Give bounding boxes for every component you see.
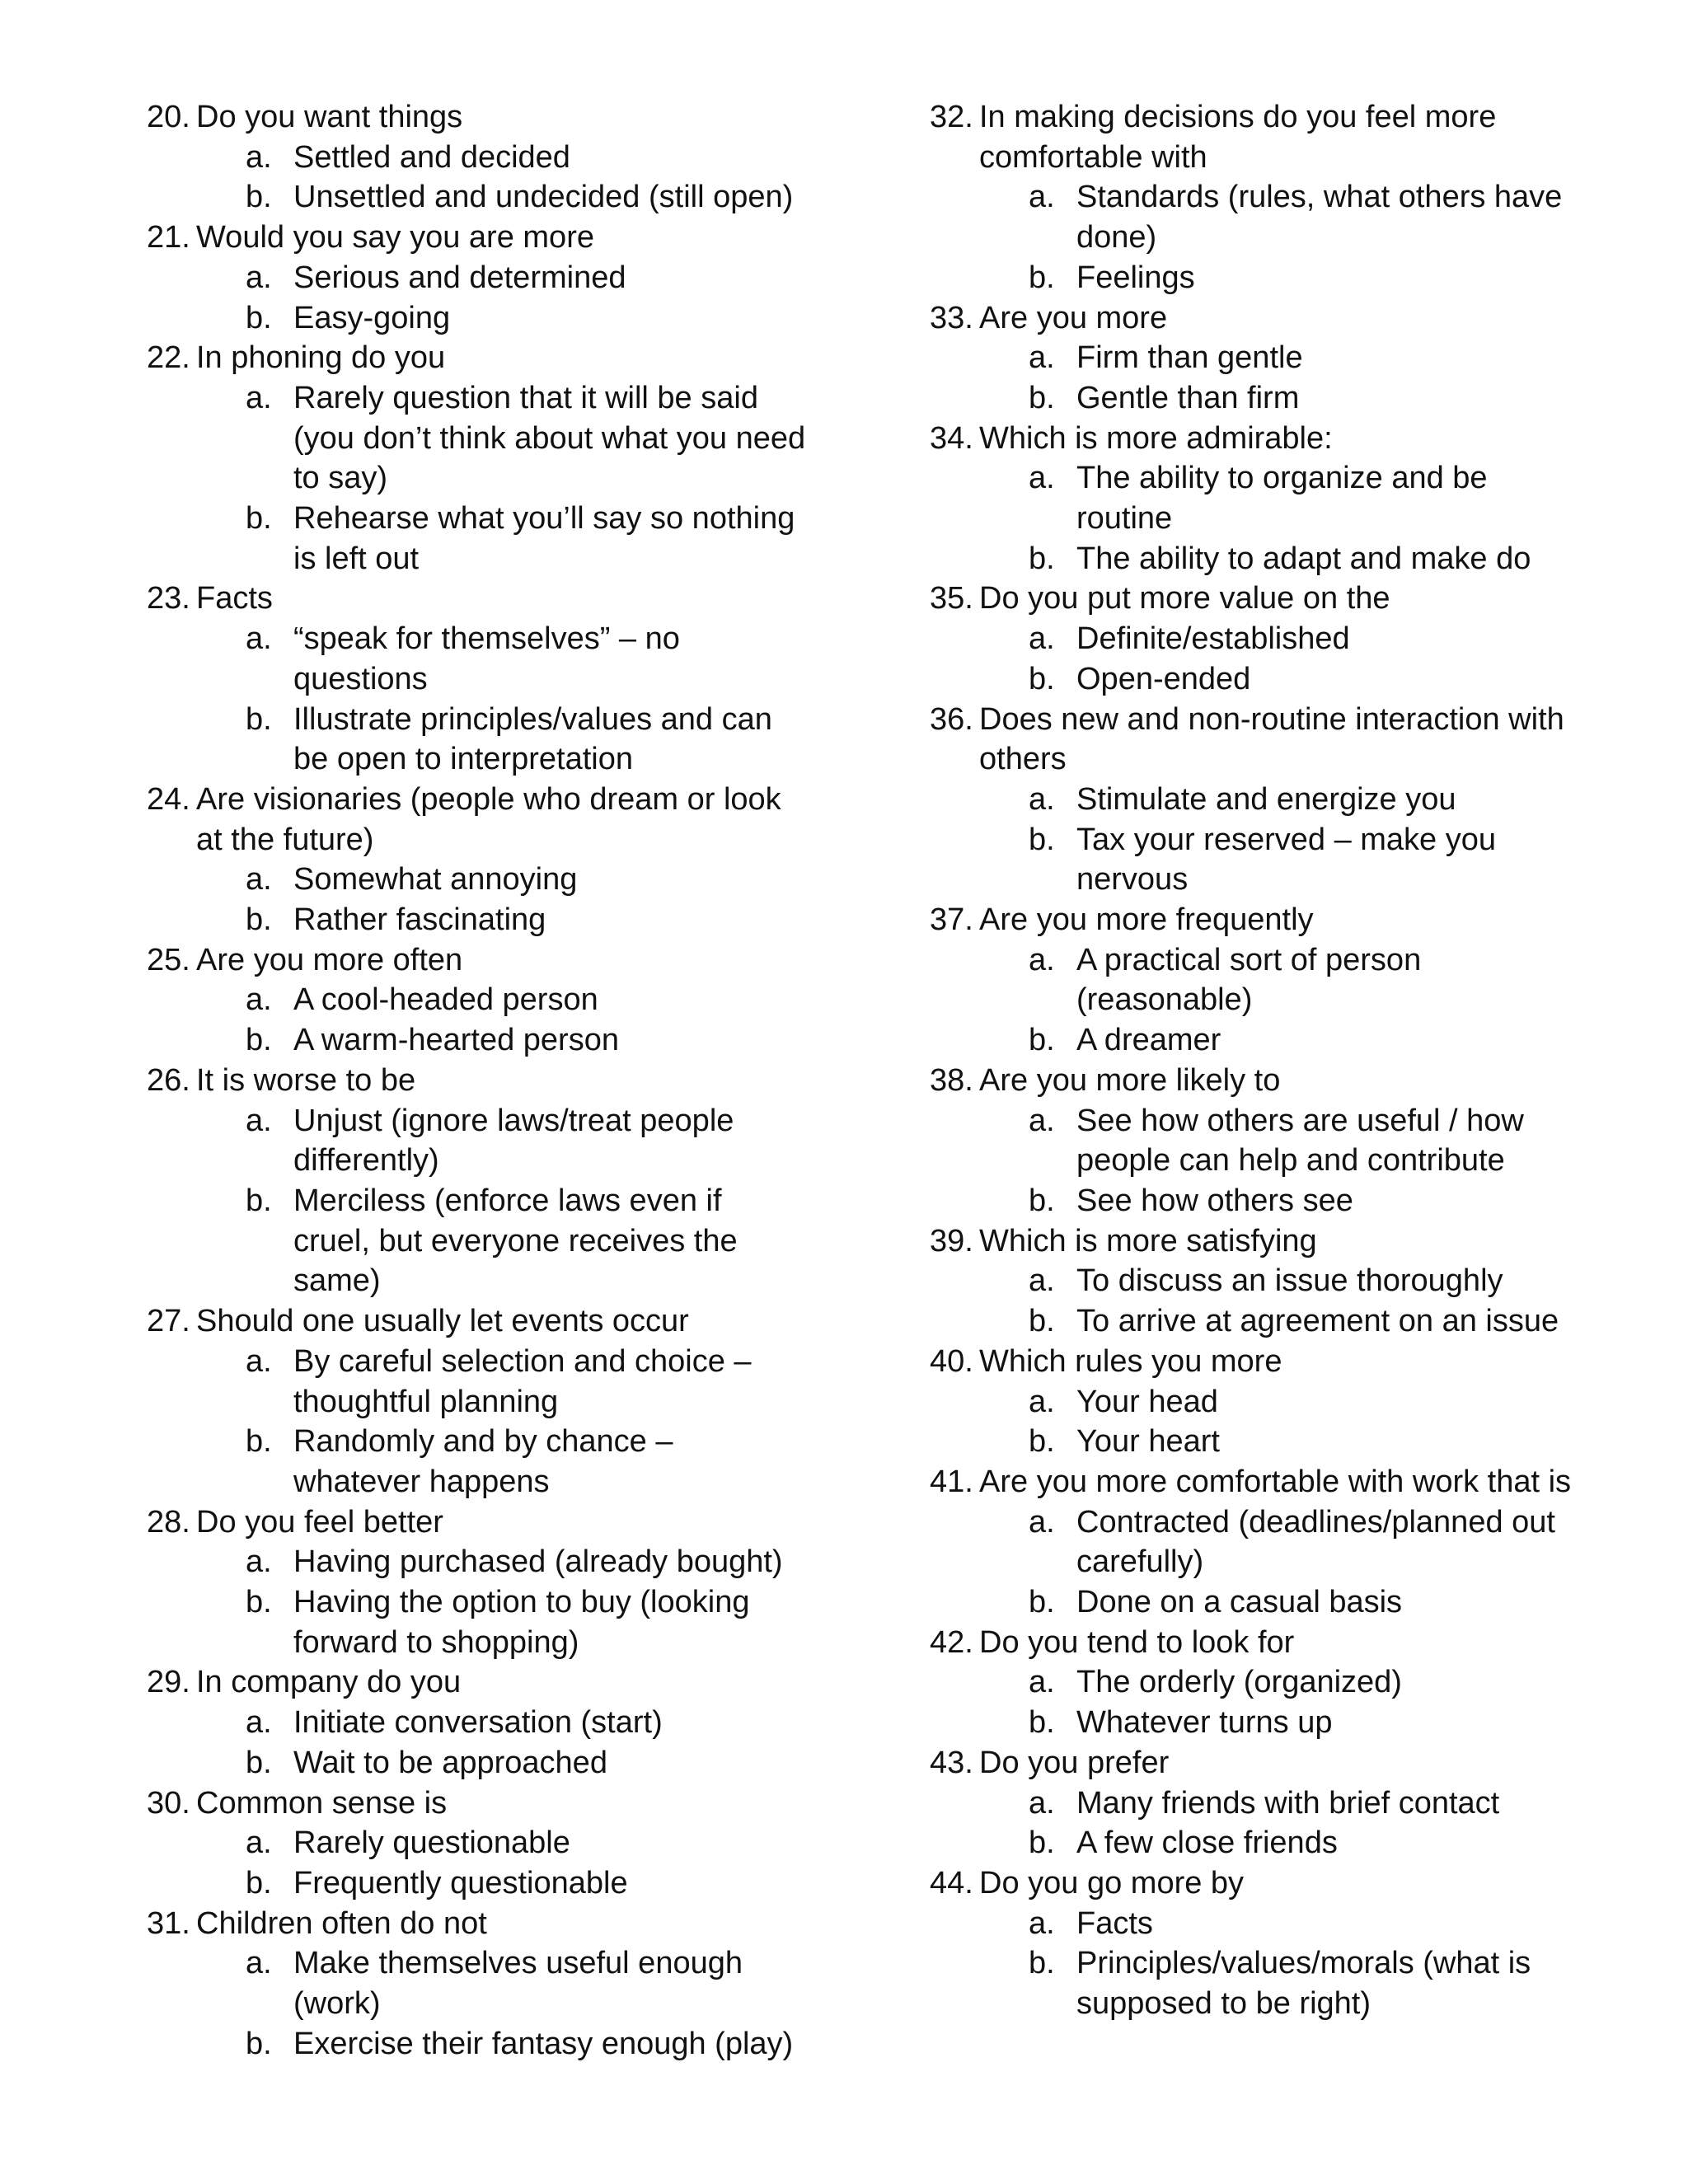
option-letter: a. xyxy=(1029,942,1055,977)
option-letter: b. xyxy=(1029,260,1055,295)
question-item xyxy=(147,579,806,780)
option-text: A cool-headed person xyxy=(293,982,598,1018)
question-text: Do you tend to look for xyxy=(979,1624,1295,1660)
option-text: A few close friends xyxy=(1076,1825,1338,1861)
question-number: 31. xyxy=(147,1905,190,1941)
option-text: A dreamer xyxy=(1076,1023,1221,1058)
option-text: By careful selection and choice – thoughtful planning xyxy=(293,1343,752,1419)
question-number: 29. xyxy=(147,1665,190,1700)
question-number: 30. xyxy=(147,1785,190,1821)
question-item xyxy=(147,338,806,579)
answer-option xyxy=(147,1342,806,1422)
option-text: Whatever turns up xyxy=(1076,1705,1333,1741)
question-line xyxy=(930,1342,1589,1382)
question-line xyxy=(930,1061,1589,1101)
question-text: It is worse to be xyxy=(196,1062,416,1098)
question-text: Does new and non-routine interaction with others xyxy=(979,701,1564,777)
option-letter: b. xyxy=(1029,1825,1055,1861)
option-text: Having purchased (already bought) xyxy=(293,1544,783,1580)
answer-options xyxy=(147,1101,806,1302)
question-text: Are you more likely to xyxy=(979,1062,1281,1098)
answer-options xyxy=(147,1342,806,1502)
option-letter: a. xyxy=(246,1825,272,1861)
option-letter: b. xyxy=(246,1865,272,1900)
answer-option xyxy=(930,1582,1589,1623)
option-letter: b. xyxy=(1029,541,1055,576)
answer-options xyxy=(930,1261,1589,1341)
answer-option xyxy=(930,258,1589,298)
option-letter: b. xyxy=(246,902,272,938)
question-item xyxy=(147,1904,806,2064)
option-text: The ability to adapt and make do xyxy=(1076,541,1531,576)
question-line xyxy=(147,1662,806,1703)
answer-options xyxy=(930,619,1589,699)
option-text: Tax your reserved – make you nervous xyxy=(1076,822,1497,898)
question-number: 43. xyxy=(930,1745,973,1780)
answer-options xyxy=(147,138,806,218)
option-text: Somewhat annoying xyxy=(293,862,578,898)
option-text: Gentle than firm xyxy=(1076,380,1300,415)
question-number: 25. xyxy=(147,942,190,977)
option-text: Your head xyxy=(1076,1384,1218,1419)
question-text: Do you want things xyxy=(196,100,463,134)
option-text: Standards (rules, what others have done) xyxy=(1076,180,1563,255)
option-letter: a. xyxy=(1029,1905,1055,1941)
question-line xyxy=(930,1221,1589,1262)
option-letter: a. xyxy=(246,862,272,898)
question-item xyxy=(147,1301,806,1502)
question-number: 22. xyxy=(147,340,190,376)
question-item xyxy=(147,218,806,338)
answer-option xyxy=(930,1662,1589,1703)
answer-option xyxy=(930,1101,1589,1181)
option-letter: a. xyxy=(1029,180,1055,215)
option-text: A practical sort of person (reasonable) xyxy=(1076,942,1422,1018)
option-text: Feelings xyxy=(1076,260,1195,295)
option-text: Merciless (enforce laws even if cruel, but everyone receives the same) xyxy=(293,1183,738,1299)
question-number: 40. xyxy=(930,1343,973,1379)
option-text: Facts xyxy=(1076,1905,1153,1941)
option-letter: a. xyxy=(246,380,272,415)
answer-option xyxy=(147,378,806,499)
option-text: Stimulate and energize you xyxy=(1076,781,1456,817)
answer-option xyxy=(147,619,806,699)
option-letter: b. xyxy=(1029,1183,1055,1218)
option-text: Open-ended xyxy=(1076,661,1251,696)
question-number: 23. xyxy=(147,581,190,616)
question-number: 44. xyxy=(930,1865,973,1900)
question-text: Would you say you are more xyxy=(196,220,594,255)
question-text: Do you go more by xyxy=(979,1865,1245,1900)
question-text: Are you more frequently xyxy=(979,902,1314,938)
option-text: Rehearse what you’ll say so nothing is left out xyxy=(293,501,795,576)
answer-options xyxy=(930,177,1589,298)
answer-option xyxy=(147,1743,806,1783)
question-number: 21. xyxy=(147,220,190,255)
option-text: To discuss an issue thoroughly xyxy=(1076,1263,1503,1299)
option-letter: b. xyxy=(246,501,272,537)
option-letter: b. xyxy=(246,1424,272,1460)
option-letter: a. xyxy=(1029,1785,1055,1821)
question-line xyxy=(930,1863,1589,1904)
question-line xyxy=(147,218,806,258)
answer-options xyxy=(147,1703,806,1783)
question-line xyxy=(930,1743,1589,1783)
question-item xyxy=(930,419,1589,579)
right-column xyxy=(930,97,1589,2024)
answer-options xyxy=(930,1783,1589,1863)
option-letter: a. xyxy=(246,260,272,295)
question-number: 41. xyxy=(930,1464,973,1499)
option-letter: b. xyxy=(1029,1705,1055,1741)
question-line xyxy=(147,1061,806,1101)
option-letter: a. xyxy=(246,982,272,1018)
option-text: Definite/established xyxy=(1076,621,1350,657)
question-text: Are you more often xyxy=(196,942,463,977)
answer-option xyxy=(930,1301,1589,1342)
question-text: Which rules you more xyxy=(979,1343,1282,1379)
option-letter: b. xyxy=(246,1183,272,1218)
answer-option xyxy=(147,900,806,940)
option-letter: a. xyxy=(246,139,272,175)
question-line xyxy=(930,97,1589,177)
question-number: 26. xyxy=(147,1062,190,1098)
question-line xyxy=(147,1904,806,1944)
option-letter: a. xyxy=(1029,781,1055,817)
option-text: The orderly (organized) xyxy=(1076,1665,1402,1700)
option-text: Rarely questionable xyxy=(293,1825,570,1861)
option-text: Easy-going xyxy=(293,300,451,335)
question-line xyxy=(930,900,1589,940)
option-text: Having the option to buy (looking forward to shopping) xyxy=(293,1585,750,1660)
option-text: Rarely question that it will be said (you don’t think about what you need to say) xyxy=(293,380,806,496)
answer-options xyxy=(147,1542,806,1662)
option-text: Unsettled and undecided (still open) xyxy=(293,180,794,215)
question-line xyxy=(147,338,806,378)
option-letter: b. xyxy=(1029,661,1055,696)
question-text: Which is more admirable: xyxy=(979,420,1333,456)
question-item xyxy=(930,1221,1589,1342)
answer-options xyxy=(930,1502,1589,1623)
question-text: Should one usually let events occur xyxy=(196,1304,689,1339)
answer-option xyxy=(147,1703,806,1743)
answer-option xyxy=(147,700,806,780)
option-letter: a. xyxy=(246,1544,272,1580)
answer-options xyxy=(147,980,806,1060)
answer-option xyxy=(147,1422,806,1502)
answer-option xyxy=(930,1382,1589,1422)
question-line xyxy=(147,1502,806,1543)
question-item xyxy=(930,1061,1589,1221)
question-line xyxy=(930,1623,1589,1663)
answer-option xyxy=(147,1582,806,1662)
question-number: 36. xyxy=(930,701,973,737)
question-number: 32. xyxy=(930,100,973,134)
answer-option xyxy=(147,1542,806,1582)
option-letter: b. xyxy=(1029,1424,1055,1460)
question-item xyxy=(147,97,806,218)
question-item xyxy=(930,1623,1589,1743)
option-letter: a. xyxy=(246,1103,272,1138)
answer-option xyxy=(147,499,806,579)
answer-options xyxy=(930,940,1589,1061)
question-item xyxy=(930,579,1589,699)
question-number: 20. xyxy=(147,100,190,134)
answer-option xyxy=(147,138,806,178)
option-letter: b. xyxy=(246,180,272,215)
question-item xyxy=(147,940,806,1061)
question-number: 37. xyxy=(930,902,973,938)
question-line xyxy=(147,780,806,860)
question-number: 34. xyxy=(930,420,973,456)
answer-options xyxy=(930,1382,1589,1462)
answer-options xyxy=(147,1943,806,2064)
question-line xyxy=(147,579,806,619)
question-item xyxy=(930,1863,1589,2024)
answer-options xyxy=(147,1823,806,1903)
answer-option xyxy=(930,1181,1589,1221)
question-item xyxy=(147,780,806,940)
question-item xyxy=(930,298,1589,419)
option-letter: b. xyxy=(246,1745,272,1780)
question-item xyxy=(147,1662,806,1783)
option-letter: b. xyxy=(1029,1023,1055,1058)
left-column xyxy=(147,97,806,2064)
question-number: 39. xyxy=(930,1223,973,1258)
answer-option xyxy=(147,980,806,1020)
answer-option xyxy=(147,1823,806,1863)
answer-option xyxy=(147,177,806,218)
answer-option xyxy=(147,1181,806,1301)
question-text: Are you more xyxy=(979,300,1168,335)
option-letter: b. xyxy=(246,1023,272,1058)
option-text: See how others see xyxy=(1076,1183,1353,1218)
answer-option xyxy=(930,1783,1589,1824)
option-letter: a. xyxy=(1029,1384,1055,1419)
option-text: To arrive at agreement on an issue xyxy=(1076,1304,1559,1339)
option-text: Initiate conversation (start) xyxy=(293,1705,663,1741)
option-text: Randomly and by chance – whatever happens xyxy=(293,1424,673,1499)
answer-option xyxy=(147,1020,806,1061)
answer-option xyxy=(147,258,806,298)
answer-options xyxy=(930,1101,1589,1221)
question-number: 28. xyxy=(147,1504,190,1540)
option-letter: a. xyxy=(1029,1103,1055,1138)
question-line xyxy=(147,1301,806,1342)
answer-option xyxy=(147,860,806,900)
question-item xyxy=(930,1342,1589,1462)
option-letter: a. xyxy=(246,1705,272,1741)
question-line xyxy=(147,97,806,138)
option-text: Settled and decided xyxy=(293,139,570,175)
question-number: 35. xyxy=(930,581,973,616)
option-text: Many friends with brief contact xyxy=(1076,1785,1500,1821)
answer-option xyxy=(930,177,1589,257)
option-letter: a. xyxy=(246,1343,272,1379)
option-text: A warm-hearted person xyxy=(293,1023,619,1058)
question-number: 42. xyxy=(930,1624,973,1660)
question-item xyxy=(930,900,1589,1061)
answer-options xyxy=(930,458,1589,579)
question-text: Do you feel better xyxy=(196,1504,443,1540)
question-line xyxy=(930,419,1589,459)
answer-option xyxy=(930,1823,1589,1863)
option-text: Firm than gentle xyxy=(1076,340,1303,376)
option-text: The ability to organize and be routine xyxy=(1076,461,1488,537)
answer-option xyxy=(930,338,1589,378)
option-letter: a. xyxy=(1029,621,1055,657)
option-letter: a. xyxy=(1029,1665,1055,1700)
question-item xyxy=(147,1783,806,1904)
answer-option xyxy=(930,940,1589,1020)
option-letter: b. xyxy=(246,1585,272,1620)
option-letter: b. xyxy=(1029,822,1055,857)
option-letter: a. xyxy=(1029,461,1055,496)
option-letter: b. xyxy=(1029,1946,1055,1981)
option-letter: a. xyxy=(246,1946,272,1981)
question-text: Are you more comfortable with work that is xyxy=(979,1464,1572,1499)
question-text: In company do you xyxy=(196,1665,462,1700)
option-letter: b. xyxy=(246,701,272,737)
option-text: Principles/values/morals (what is supposed to be right) xyxy=(1076,1946,1531,2022)
answer-options xyxy=(147,258,806,338)
answer-option xyxy=(147,298,806,339)
question-line xyxy=(930,579,1589,619)
answer-option xyxy=(930,820,1589,900)
question-item xyxy=(147,1502,806,1663)
option-text: Rather fascinating xyxy=(293,902,546,938)
question-text: In making decisions do you feel more comfortable with xyxy=(979,100,1497,175)
answer-option xyxy=(930,1261,1589,1301)
question-text: In phoning do you xyxy=(196,340,446,376)
answer-option xyxy=(930,1422,1589,1462)
question-text: Are visionaries (people who dream or look at the future) xyxy=(196,781,781,857)
answer-option xyxy=(147,2024,806,2064)
answer-options xyxy=(930,780,1589,900)
answer-options xyxy=(147,619,806,780)
answer-option xyxy=(930,1943,1589,2023)
question-text: Common sense is xyxy=(196,1785,448,1821)
option-text: Make themselves useful enough (work) xyxy=(293,1946,743,2022)
answer-option xyxy=(930,780,1589,820)
answer-option xyxy=(147,1863,806,1904)
answer-option xyxy=(930,1020,1589,1061)
option-text: Exercise their fantasy enough (play) xyxy=(293,2026,794,2061)
question-item xyxy=(147,1061,806,1301)
question-item xyxy=(930,1743,1589,1863)
option-text: Your heart xyxy=(1076,1424,1220,1460)
question-text: Do you prefer xyxy=(979,1745,1170,1780)
answer-option xyxy=(930,1502,1589,1582)
answer-options xyxy=(930,338,1589,418)
answer-option xyxy=(930,1904,1589,1944)
answer-option xyxy=(930,659,1589,700)
question-line xyxy=(930,298,1589,339)
option-letter: a. xyxy=(246,621,272,657)
option-letter: b. xyxy=(1029,1304,1055,1339)
option-text: Contracted (deadlines/planned out carefully) xyxy=(1076,1504,1555,1580)
question-item xyxy=(930,97,1589,298)
answer-option xyxy=(930,458,1589,538)
question-text: Facts xyxy=(196,581,273,616)
option-letter: b. xyxy=(1029,380,1055,415)
option-letter: a. xyxy=(1029,1504,1055,1540)
answer-option xyxy=(930,619,1589,659)
answer-option xyxy=(147,1101,806,1181)
option-text: Serious and determined xyxy=(293,260,626,295)
answer-option xyxy=(930,539,1589,579)
question-number: 27. xyxy=(147,1304,190,1339)
question-item xyxy=(930,1462,1589,1623)
question-number: 33. xyxy=(930,300,973,335)
question-number: 24. xyxy=(147,781,190,817)
answer-options xyxy=(930,1662,1589,1742)
answer-options xyxy=(147,860,806,940)
answer-option xyxy=(147,1943,806,2023)
question-text: Do you put more value on the xyxy=(979,581,1390,616)
answer-option xyxy=(930,1703,1589,1743)
option-text: “speak for themselves” – no questions xyxy=(293,621,680,696)
option-text: Wait to be approached xyxy=(293,1745,607,1780)
option-letter: b. xyxy=(246,300,272,335)
question-text: Children often do not xyxy=(196,1905,487,1941)
answer-options xyxy=(930,1904,1589,2024)
answer-options xyxy=(147,378,806,579)
option-text: Illustrate principles/values and can be open to interpretation xyxy=(293,701,772,777)
option-text: Done on a casual basis xyxy=(1076,1585,1403,1620)
option-text: Unjust (ignore laws/treat people differently) xyxy=(293,1103,734,1179)
question-line xyxy=(930,1462,1589,1502)
question-item xyxy=(930,700,1589,901)
option-text: See how others are useful / how people can help and contribute xyxy=(1076,1103,1524,1179)
question-text: Which is more satisfying xyxy=(979,1223,1317,1258)
question-line xyxy=(147,1783,806,1824)
answer-option xyxy=(930,378,1589,419)
option-letter: b. xyxy=(1029,1585,1055,1620)
option-letter: a. xyxy=(1029,1263,1055,1299)
question-line xyxy=(930,700,1589,780)
option-text: Frequently questionable xyxy=(293,1865,628,1900)
option-letter: a. xyxy=(1029,340,1055,376)
option-letter: b. xyxy=(246,2026,272,2061)
question-line xyxy=(147,940,806,981)
question-number: 38. xyxy=(930,1062,973,1098)
